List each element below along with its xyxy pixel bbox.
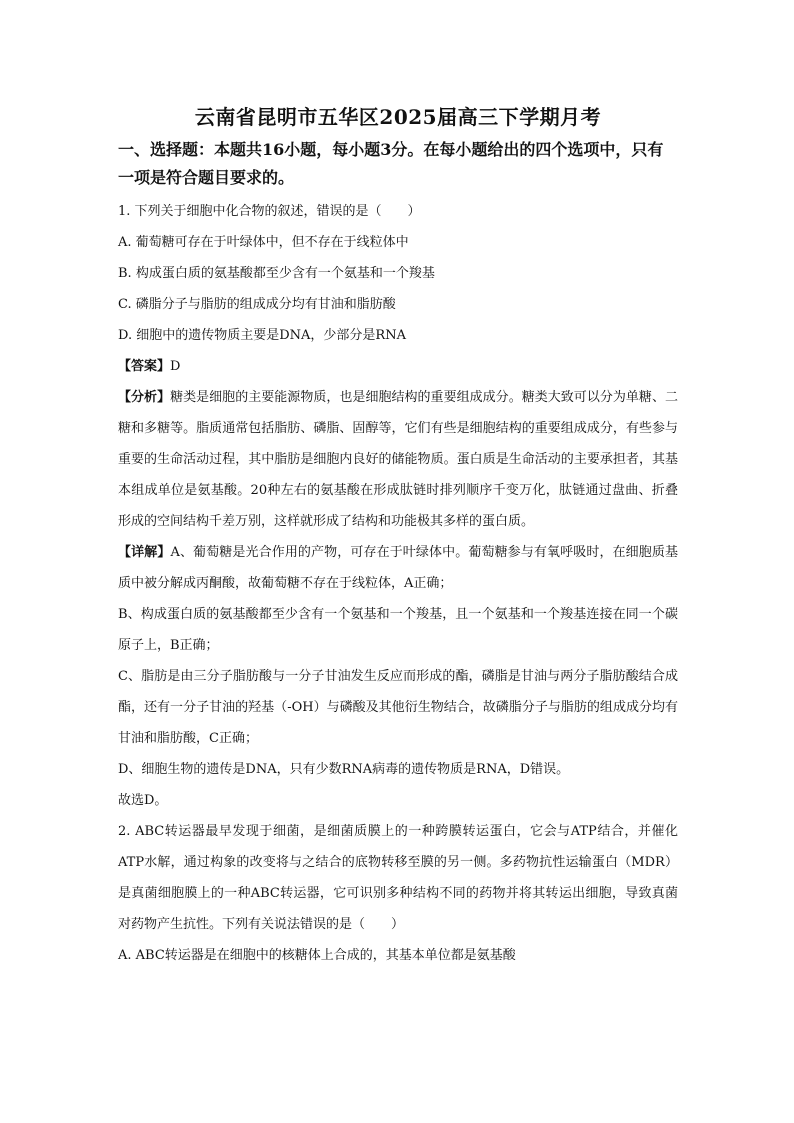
document-title: 云南省昆明市五华区2025届高三下学期月考: [194, 105, 602, 129]
document-content: [118, 100, 678, 971]
analysis-tag: 【分析】: [118, 390, 171, 405]
question-1-option-c: C. 磷脂分子与脂肪的组成成分均有甘油和脂肪酸: [118, 297, 396, 312]
question-1-detail-d: D、细胞生物的遗传是DNA，只有少数RNA病毒的遗传物质是RNA，D错误。: [118, 762, 570, 777]
question-1-conclusion: 故选D。: [118, 793, 168, 808]
question-1-option-a: A. 葡萄糖可存在于叶绿体中，但不存在于线粒体中: [118, 235, 409, 250]
question-1-option-b: B. 构成蛋白质的氨基酸都至少含有一个氨基和一个羧基: [118, 266, 435, 281]
question-1-analysis: [118, 382, 678, 537]
question-1-option-d: D. 细胞中的遗传物质主要是DNA，少部分是RNA: [118, 328, 406, 343]
question-1-answer: [118, 351, 678, 382]
section-heading: 一、选择题：本题共16小题，每小题3分。在每小题给出的四个选项中，只有一项是符合题目要求的。: [118, 140, 664, 187]
question-2-stem: 2. ABC转运器最早发现于细菌，是细菌质膜上的一种跨膜转运蛋白，它会与ATP结合，并催化ATP水解，通过构象的改变将与之结合的底物转移至膜的另一侧。多药物抗性运输蛋白（MDR）是真菌细胞膜上的一种ABC转运器，它可识别多种结构不同的药物并将其转运出细胞，导致真菌对药物产生抗性。下列有关说法错误的是（ ）: [118, 824, 678, 932]
question-1-detail-a: [118, 537, 678, 599]
question-2-option-a: A. ABC转运器是在细胞中的核糖体上合成的，其基本单位都是氨基酸: [118, 948, 516, 963]
question-1-detail-b: B、构成蛋白质的氨基酸都至少含有一个氨基和一个羧基，且一个氨基和一个羧基连接在同一个碳原子上，B正确；: [118, 607, 678, 653]
answer-value: D: [170, 359, 181, 374]
question-1-stem: 1. 下列关于细胞中化合物的叙述，错误的是（ ）: [118, 204, 421, 219]
detail-a-text: A、葡萄糖是光合作用的产物，可存在于叶绿体中。葡萄糖参与有氧呼吸时，在细胞质基质中被分解成丙酮酸，故葡萄糖不存在于线粒体，A正确；: [118, 545, 678, 591]
detail-tag: 【详解】: [118, 545, 171, 560]
question-1-detail-c: C、脂肪是由三分子脂肪酸与一分子甘油发生反应而形成的酯，磷脂是甘油与两分子脂肪酸结合成酯，还有一分子甘油的羟基（-OH）与磷酸及其他衍生物结合，故磷脂分子与脂肪的组成成分均有甘油和脂肪酸，C正确；: [118, 669, 678, 746]
answer-tag: 【答案】: [118, 359, 171, 374]
analysis-text: 糖类是细胞的主要能源物质，也是细胞结构的重要组成成分。糖类大致可以分为单糖、二糖和多糖等。脂质通常包括脂肪、磷脂、固醇等，它们有些是细胞结构的重要组成成分，有些参与重要的生命活动过程，其中脂肪是细胞内良好的储能物质。蛋白质是生命活动的主要承担者，其基本组成单位是氨基酸。20种左右的氨基酸在形成肽链时排列顺序千变万化，肽链通过盘曲、折叠形成的空间结构千差万别，这样就形成了结构和功能极其多样的蛋白质。: [118, 390, 678, 529]
